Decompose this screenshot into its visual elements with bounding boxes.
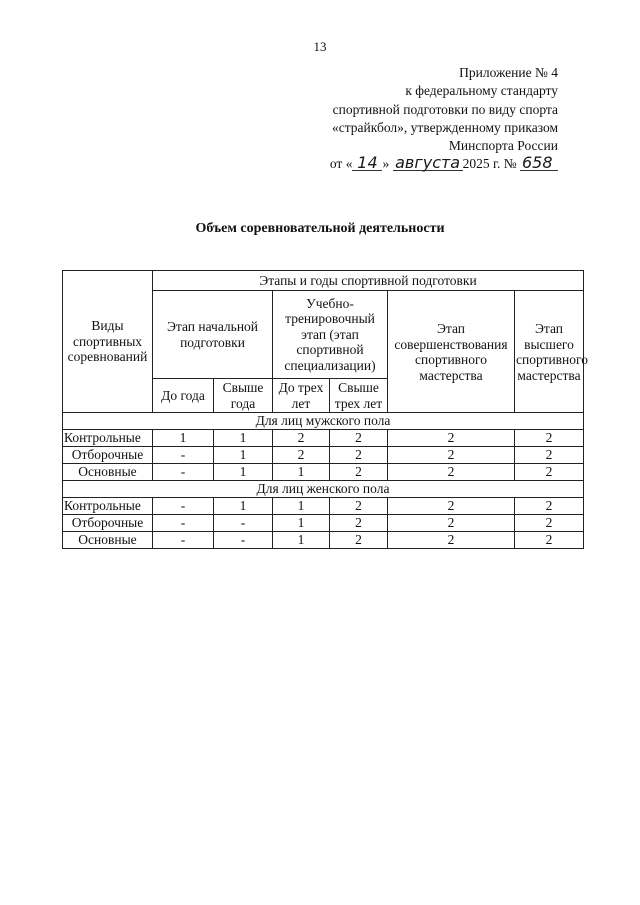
cell: 1 xyxy=(273,532,330,549)
cell: 1 xyxy=(273,515,330,532)
header-stage-improvement: Этап совершенствования спортивного мастерства xyxy=(388,291,515,413)
cell: 1 xyxy=(214,464,273,481)
row-kind: Контрольные xyxy=(63,498,153,515)
header-stage-training: Учебно-тренировочный этап (этап спортивной специализации) xyxy=(273,291,388,379)
cell: - xyxy=(214,532,273,549)
cell: 2 xyxy=(330,515,388,532)
cell: 1 xyxy=(214,498,273,515)
cell: 2 xyxy=(330,430,388,447)
row-kind: Основные xyxy=(63,532,153,549)
section-male: Для лиц мужского пола xyxy=(63,413,584,430)
header-kinds: Виды спортивных соревнований xyxy=(63,271,153,413)
cell: 2 xyxy=(330,464,388,481)
order-date-line xyxy=(330,155,558,173)
page-title: Объем соревновательной деятельности xyxy=(195,221,445,236)
header-stages: Этапы и годы спортивной подготовки xyxy=(153,271,584,291)
appendix-line-3: спортивной подготовки по виду спорта xyxy=(332,101,558,117)
cell: 2 xyxy=(515,532,584,549)
cell: 2 xyxy=(388,532,515,549)
table-row xyxy=(63,464,584,481)
cell: 2 xyxy=(388,498,515,515)
table-row xyxy=(63,430,584,447)
cell: 1 xyxy=(214,447,273,464)
handwritten-order-number: 658 xyxy=(520,156,558,171)
cell: 2 xyxy=(330,447,388,464)
cell: 2 xyxy=(388,464,515,481)
cell: 2 xyxy=(273,447,330,464)
row-kind: Основные xyxy=(63,464,153,481)
cell: 1 xyxy=(214,430,273,447)
cell: - xyxy=(153,515,214,532)
sub-header-up-to-three-years: До трех лет xyxy=(273,379,330,413)
sub-header-up-to-year: До года xyxy=(153,379,214,413)
cell: 2 xyxy=(388,515,515,532)
handwritten-month: августа xyxy=(393,156,463,171)
competition-volume-table xyxy=(62,270,588,549)
appendix-line-1: Приложение № 4 xyxy=(459,65,558,80)
table-row xyxy=(63,515,584,532)
table-row xyxy=(63,447,584,464)
cell: - xyxy=(153,532,214,549)
table-row xyxy=(63,498,584,515)
cell: 2 xyxy=(515,515,584,532)
cell: 1 xyxy=(273,464,330,481)
section-female: Для лиц женского пола xyxy=(63,481,584,498)
cell: 1 xyxy=(273,498,330,515)
cell: 2 xyxy=(273,430,330,447)
day-suffix: » xyxy=(382,156,390,172)
year-text: 2025 г. № xyxy=(462,156,517,172)
sub-header-over-three-years: Свыше трех лет xyxy=(330,379,388,413)
header-stage-higher: Этап высшего спортивного мастерства xyxy=(515,291,584,413)
appendix-block xyxy=(330,64,558,174)
page-number: 13 xyxy=(313,39,327,54)
cell: 2 xyxy=(515,464,584,481)
cell: 2 xyxy=(388,430,515,447)
cell: 2 xyxy=(330,498,388,515)
cell: 2 xyxy=(388,447,515,464)
handwritten-day: 14 xyxy=(352,156,382,171)
row-kind: Отборочные xyxy=(63,447,153,464)
row-kind: Отборочные xyxy=(63,515,153,532)
cell: 2 xyxy=(330,532,388,549)
cell: - xyxy=(153,447,214,464)
cell: 2 xyxy=(515,498,584,515)
row-kind: Контрольные xyxy=(63,430,153,447)
date-prefix: от « xyxy=(329,156,353,172)
appendix-line-5: Минспорта России xyxy=(448,138,558,154)
appendix-line-2: к федеральному стандарту xyxy=(405,83,558,99)
cell: - xyxy=(153,464,214,481)
cell: - xyxy=(214,515,273,532)
cell: - xyxy=(153,498,214,515)
cell: 1 xyxy=(153,430,214,447)
cell: 2 xyxy=(515,430,584,447)
sub-header-over-year: Свыше года xyxy=(214,379,273,413)
appendix-line-4: «страйкбол», утвержденному приказом xyxy=(332,119,558,135)
cell: 2 xyxy=(515,447,584,464)
table-row xyxy=(63,532,584,549)
header-stage-initial: Этап начальной подготовки xyxy=(153,291,273,379)
